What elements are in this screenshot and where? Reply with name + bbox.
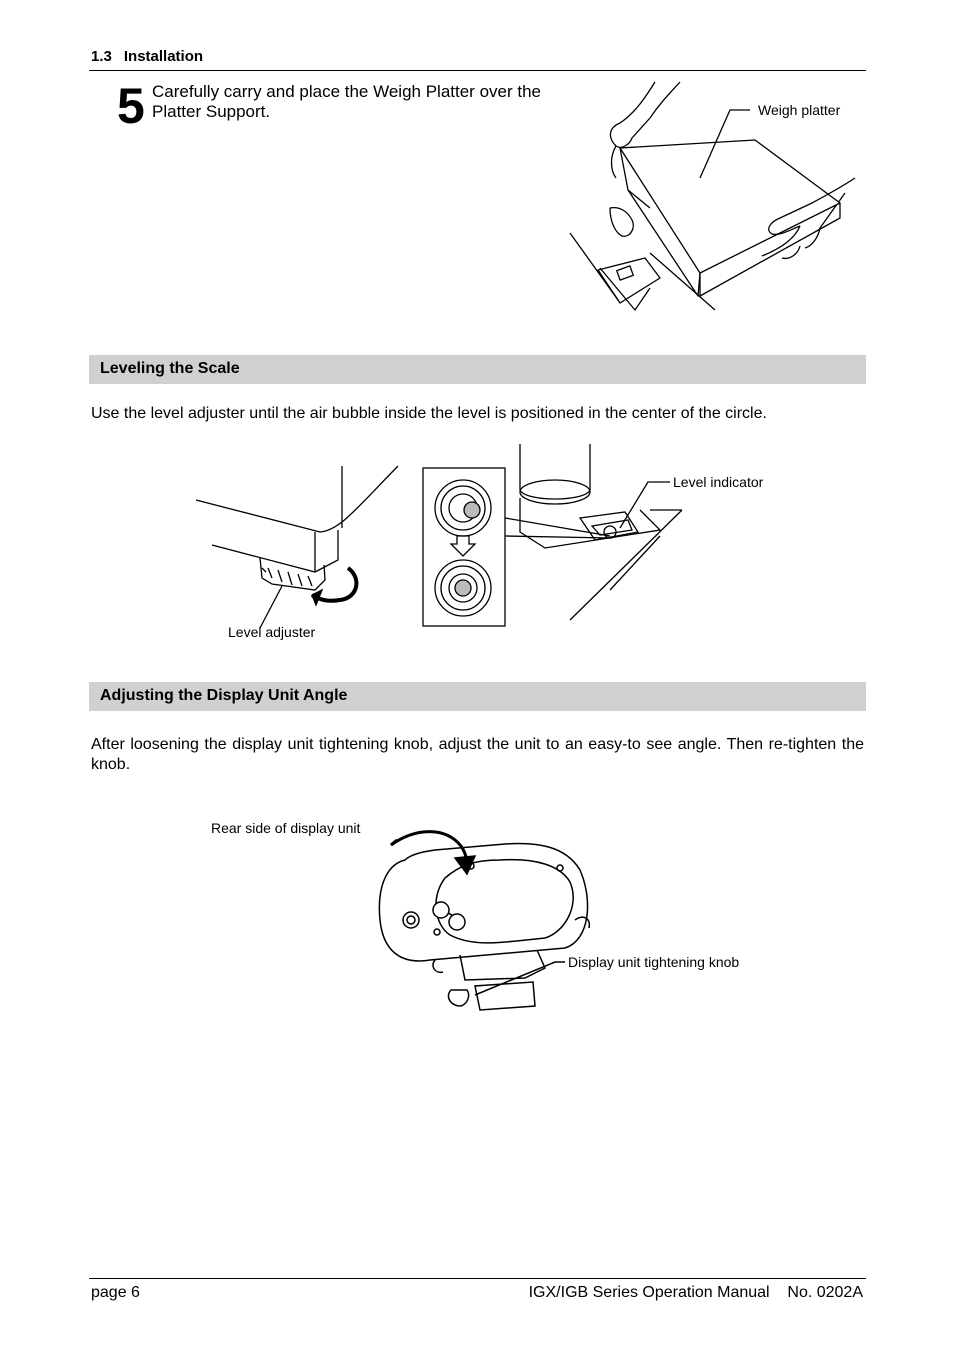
weigh-platter-label: Weigh platter	[758, 102, 841, 118]
section-number: 1.3	[91, 48, 112, 65]
display-angle-heading: Adjusting the Display Unit Angle	[100, 687, 348, 704]
level-indicator-illustration	[420, 440, 770, 630]
leveling-instructions: Use the level adjuster until the air bubble inside the level is positioned in the center of the circle.	[91, 405, 767, 422]
section-heading	[91, 48, 215, 65]
weigh-platter-illustration	[550, 78, 860, 314]
page-number: page 6	[91, 1284, 140, 1301]
display-unit-illustration	[205, 810, 755, 1020]
rear-side-label: Rear side of display unit	[211, 820, 361, 836]
tightening-knob-label: Display unit tightening knob	[568, 954, 740, 970]
level-adjuster-illustration	[190, 460, 405, 650]
section-title: Installation	[123, 48, 204, 65]
leveling-section-bar	[89, 355, 866, 384]
step-instruction: Carefully carry and place the Weigh Platter over the Platter Support.	[152, 82, 541, 121]
footer-rule	[89, 1278, 866, 1279]
display-angle-instructions: After loosening the display unit tightening knob, adjust the unit to an easy-to see angle. Then re-tighten the knob.	[91, 736, 864, 773]
header-rule	[89, 70, 866, 71]
level-adjuster-label: Level adjuster	[228, 624, 316, 640]
display-angle-section-bar	[89, 682, 866, 711]
manual-title: IGX/IGB Series Operation Manual No. 0202A	[528, 1284, 863, 1301]
leveling-heading: Leveling the Scale	[100, 360, 240, 377]
level-indicator-label: Level indicator	[673, 474, 764, 490]
step-number: 5	[117, 78, 145, 134]
